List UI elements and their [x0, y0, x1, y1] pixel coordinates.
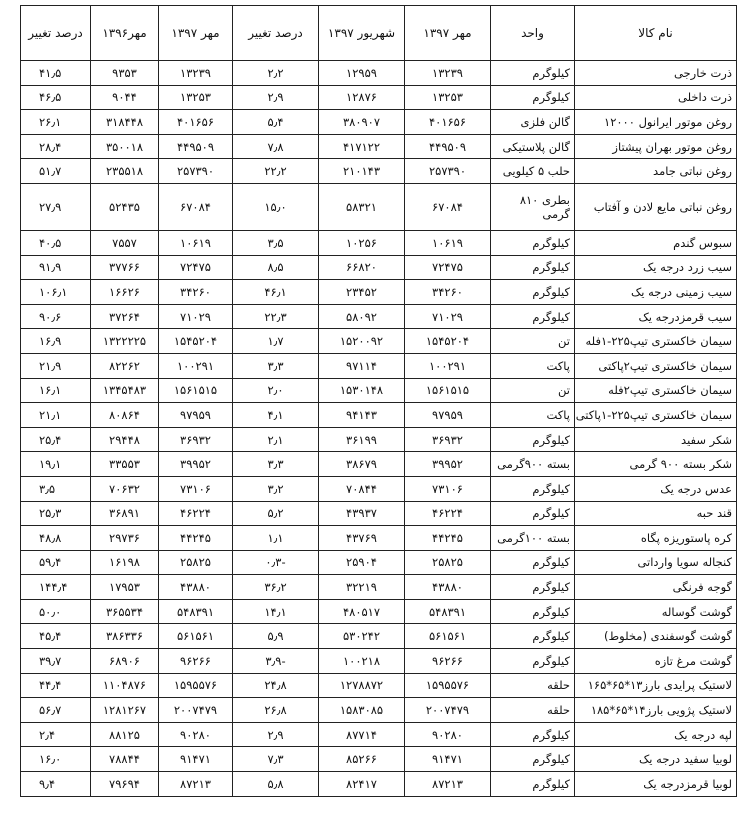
item-name-cell: روغن موتور بهران پیشتاز	[575, 134, 737, 159]
item-name-cell: سیب زرد درجه یک	[575, 255, 737, 280]
monthly-change-cell: ۲٫۰	[233, 378, 319, 403]
yearly-change-cell: ۱۶٫۱	[21, 378, 91, 403]
month-previous-cell: ۵۸۰۹۲	[319, 304, 405, 329]
item-name-cell: لاستیک پرایدی بارز۱۳*۶۵*۱۶۵	[575, 673, 737, 698]
table-row	[21, 329, 737, 354]
year-previous-cell: ۳۷۲۶۴	[91, 304, 159, 329]
year-previous-cell: ۳۵۰۰۱۸	[91, 134, 159, 159]
table-row	[21, 353, 737, 378]
month-previous-cell: ۱۲۸۷۶	[319, 85, 405, 110]
year-current-cell: ۳۹۹۵۲	[159, 452, 233, 477]
month-previous-cell: ۴۳۹۳۷	[319, 501, 405, 526]
month-current-cell: ۵۴۸۳۹۱	[405, 599, 491, 624]
monthly-change-cell: ۳۶٫۲	[233, 575, 319, 600]
table-row	[21, 110, 737, 135]
month-current-cell: ۴۴۹۵۰۹	[405, 134, 491, 159]
year-previous-cell: ۵۲۴۳۵	[91, 183, 159, 230]
table-row	[21, 159, 737, 184]
header-monthly-change: درصد تغییر	[233, 6, 319, 61]
header-row	[21, 6, 737, 61]
year-current-cell: ۹۷۹۵۹	[159, 403, 233, 428]
yearly-change-cell: ۱۶٫۰	[21, 747, 91, 772]
item-name-cell: روغن نباتی مایع لادن و آفتاب	[575, 183, 737, 230]
month-previous-cell: ۹۴۱۴۳	[319, 403, 405, 428]
table-row	[21, 255, 737, 280]
month-previous-cell: ۷۰۸۴۴	[319, 476, 405, 501]
month-previous-cell: ۳۸۰۹۰۷	[319, 110, 405, 135]
year-previous-cell: ۱۶۶۲۶	[91, 280, 159, 305]
monthly-change-cell: -۰٫۳	[233, 550, 319, 575]
table-row	[21, 230, 737, 255]
unit-cell: کیلوگرم	[491, 550, 575, 575]
unit-cell: گالن فلزی	[491, 110, 575, 135]
month-current-cell: ۵۶۱۵۶۱	[405, 624, 491, 649]
year-previous-cell: ۸۰۸۶۴	[91, 403, 159, 428]
header-month-previous: شهریور ۱۳۹۷	[319, 6, 405, 61]
header-year-current: مهر ۱۳۹۷	[159, 6, 233, 61]
month-previous-cell: ۲۱۰۱۴۳	[319, 159, 405, 184]
yearly-change-cell: ۵۹٫۴	[21, 550, 91, 575]
item-name-cell: کنجاله سویا وارداتی	[575, 550, 737, 575]
table-row	[21, 624, 737, 649]
year-previous-cell: ۷۵۵۷	[91, 230, 159, 255]
month-previous-cell: ۲۵۹۰۴	[319, 550, 405, 575]
table-row	[21, 772, 737, 797]
year-current-cell: ۵۶۱۵۶۱	[159, 624, 233, 649]
monthly-change-cell: ۲۴٫۸	[233, 673, 319, 698]
month-previous-cell: ۱۲۷۸۸۷۲	[319, 673, 405, 698]
month-previous-cell: ۵۸۳۲۱	[319, 183, 405, 230]
monthly-change-cell: ۳٫۵	[233, 230, 319, 255]
yearly-change-cell: ۳٫۵	[21, 476, 91, 501]
yearly-change-cell: ۱۶٫۹	[21, 329, 91, 354]
yearly-change-cell: ۱۹٫۱	[21, 452, 91, 477]
table-row	[21, 183, 737, 230]
monthly-change-cell: ۱٫۱	[233, 526, 319, 551]
month-previous-cell: ۱۰۰۲۱۸	[319, 649, 405, 674]
item-name-cell: سیمان خاکستری تیپ۲فله	[575, 378, 737, 403]
table-row	[21, 304, 737, 329]
yearly-change-cell: ۵۱٫۷	[21, 159, 91, 184]
month-current-cell: ۷۳۱۰۶	[405, 476, 491, 501]
table-row	[21, 134, 737, 159]
unit-cell: کیلوگرم	[491, 85, 575, 110]
monthly-change-cell: ۱۴٫۱	[233, 599, 319, 624]
monthly-change-cell: ۸٫۵	[233, 255, 319, 280]
header-yearly-change: درصد تغییر	[21, 6, 91, 61]
item-name-cell: روغن نباتی جامد	[575, 159, 737, 184]
month-previous-cell: ۸۷۷۱۴	[319, 722, 405, 747]
year-current-cell: ۲۵۷۳۹۰	[159, 159, 233, 184]
year-previous-cell: ۸۸۱۲۵	[91, 722, 159, 747]
unit-cell: کیلوگرم	[491, 722, 575, 747]
month-previous-cell: ۲۳۴۵۲	[319, 280, 405, 305]
yearly-change-cell: ۲۷٫۹	[21, 183, 91, 230]
year-current-cell: ۹۱۴۷۱	[159, 747, 233, 772]
year-current-cell: ۴۴۹۵۰۹	[159, 134, 233, 159]
item-name-cell: شکر سفید	[575, 427, 737, 452]
monthly-change-cell: ۲٫۲	[233, 61, 319, 86]
year-previous-cell: ۷۹۶۹۴	[91, 772, 159, 797]
year-previous-cell: ۳۸۶۳۳۶	[91, 624, 159, 649]
year-current-cell: ۱۵۹۵۵۷۶	[159, 673, 233, 698]
table-row	[21, 501, 737, 526]
unit-cell: تن	[491, 378, 575, 403]
unit-cell: کیلوگرم	[491, 427, 575, 452]
yearly-change-cell: ۲۸٫۴	[21, 134, 91, 159]
year-previous-cell: ۷۰۶۳۲	[91, 476, 159, 501]
yearly-change-cell: ۹۱٫۹	[21, 255, 91, 280]
item-name-cell: شکر بسته ۹۰۰ گرمی	[575, 452, 737, 477]
item-name-cell: سیمان خاکستری تیپ۲۲۵-۱پاکتی	[575, 403, 737, 428]
monthly-change-cell: ۳٫۳	[233, 452, 319, 477]
year-current-cell: ۲۰۰۷۴۷۹	[159, 698, 233, 723]
monthly-change-cell: ۲۶٫۸	[233, 698, 319, 723]
monthly-change-cell: ۵٫۴	[233, 110, 319, 135]
table-row	[21, 575, 737, 600]
year-previous-cell: ۲۹۴۴۸	[91, 427, 159, 452]
unit-cell: کیلوگرم	[491, 649, 575, 674]
month-current-cell: ۴۰۱۶۵۶	[405, 110, 491, 135]
month-current-cell: ۹۱۴۷۱	[405, 747, 491, 772]
item-name-cell: لوبیا قرمزدرجه یک	[575, 772, 737, 797]
table-row	[21, 476, 737, 501]
year-current-cell: ۷۱۰۲۹	[159, 304, 233, 329]
item-name-cell: لوبیا سفید درجه یک	[575, 747, 737, 772]
yearly-change-cell: ۴۸٫۸	[21, 526, 91, 551]
yearly-change-cell: ۴۰٫۵	[21, 230, 91, 255]
month-current-cell: ۲۵۸۲۵	[405, 550, 491, 575]
month-current-cell: ۱۵۹۵۵۷۶	[405, 673, 491, 698]
year-previous-cell: ۱۲۸۱۲۶۷	[91, 698, 159, 723]
unit-cell: کیلوگرم	[491, 61, 575, 86]
month-current-cell: ۴۳۸۸۰	[405, 575, 491, 600]
yearly-change-cell: ۲۱٫۱	[21, 403, 91, 428]
month-previous-cell: ۴۸۰۵۱۷	[319, 599, 405, 624]
monthly-change-cell: ۵٫۹	[233, 624, 319, 649]
monthly-change-cell: ۵٫۸	[233, 772, 319, 797]
item-name-cell: لپه درجه یک	[575, 722, 737, 747]
year-current-cell: ۱۳۲۳۹	[159, 61, 233, 86]
year-previous-cell: ۱۷۹۵۳	[91, 575, 159, 600]
monthly-change-cell: ۴٫۱	[233, 403, 319, 428]
monthly-change-cell: ۲٫۹	[233, 85, 319, 110]
item-name-cell: روغن موتور ایرانول ۱۲۰۰۰	[575, 110, 737, 135]
unit-cell: کیلوگرم	[491, 747, 575, 772]
month-previous-cell: ۱۵۲۰۰۹۲	[319, 329, 405, 354]
yearly-change-cell: ۹۰٫۶	[21, 304, 91, 329]
table-row	[21, 649, 737, 674]
yearly-change-cell: ۵۰٫۰	[21, 599, 91, 624]
unit-cell: کیلوگرم	[491, 255, 575, 280]
yearly-change-cell: ۴۱٫۵	[21, 61, 91, 86]
month-current-cell: ۳۹۹۵۲	[405, 452, 491, 477]
month-current-cell: ۹۰۲۸۰	[405, 722, 491, 747]
month-current-cell: ۹۶۲۶۶	[405, 649, 491, 674]
table-row	[21, 673, 737, 698]
unit-cell: کیلوگرم	[491, 624, 575, 649]
yearly-change-cell: ۴۵٫۴	[21, 624, 91, 649]
month-current-cell: ۲۵۷۳۹۰	[405, 159, 491, 184]
month-current-cell: ۱۳۲۳۹	[405, 61, 491, 86]
table-row	[21, 698, 737, 723]
month-previous-cell: ۹۷۱۱۴	[319, 353, 405, 378]
month-current-cell: ۶۷۰۸۴	[405, 183, 491, 230]
month-previous-cell: ۳۸۶۷۹	[319, 452, 405, 477]
monthly-change-cell: ۲٫۹	[233, 722, 319, 747]
item-name-cell: گوشت مرغ تازه	[575, 649, 737, 674]
item-name-cell: سیب زمینی درجه یک	[575, 280, 737, 305]
unit-cell: بطری ۸۱۰ گرمی	[491, 183, 575, 230]
yearly-change-cell: ۴۶٫۵	[21, 85, 91, 110]
unit-cell: تن	[491, 329, 575, 354]
header-month-current: مهر ۱۳۹۷	[405, 6, 491, 61]
item-name-cell: سبوس گندم	[575, 230, 737, 255]
year-current-cell: ۴۶۲۲۴	[159, 501, 233, 526]
year-previous-cell: ۸۲۲۶۲	[91, 353, 159, 378]
year-previous-cell: ۳۱۸۴۴۸	[91, 110, 159, 135]
year-current-cell: ۷۳۱۰۶	[159, 476, 233, 501]
yearly-change-cell: ۲۵٫۴	[21, 427, 91, 452]
item-name-cell: سیمان خاکستری تیپ۲پاکتی	[575, 353, 737, 378]
month-current-cell: ۳۶۹۳۲	[405, 427, 491, 452]
month-current-cell: ۷۲۴۷۵	[405, 255, 491, 280]
monthly-change-cell: ۳٫۲	[233, 476, 319, 501]
year-current-cell: ۸۷۲۱۳	[159, 772, 233, 797]
price-table	[20, 5, 737, 797]
year-previous-cell: ۲۹۷۳۶	[91, 526, 159, 551]
month-previous-cell: ۴۱۷۱۲۲	[319, 134, 405, 159]
year-previous-cell: ۳۶۵۵۳۴	[91, 599, 159, 624]
year-previous-cell: ۶۸۹۰۶	[91, 649, 159, 674]
unit-cell: کیلوگرم	[491, 772, 575, 797]
unit-cell: کیلوگرم	[491, 230, 575, 255]
unit-cell: حلب ۵ کیلویی	[491, 159, 575, 184]
month-current-cell: ۱۰۶۱۹	[405, 230, 491, 255]
month-previous-cell: ۱۲۹۵۹	[319, 61, 405, 86]
month-previous-cell: ۱۵۳۰۱۴۸	[319, 378, 405, 403]
year-previous-cell: ۳۶۸۹۱	[91, 501, 159, 526]
table-row	[21, 722, 737, 747]
year-previous-cell: ۲۳۵۵۱۸	[91, 159, 159, 184]
month-current-cell: ۴۶۲۲۴	[405, 501, 491, 526]
monthly-change-cell: -۳٫۹	[233, 649, 319, 674]
header-item-name: نام کالا	[575, 6, 737, 61]
month-previous-cell: ۳۶۱۹۹	[319, 427, 405, 452]
unit-cell: کیلوگرم	[491, 575, 575, 600]
month-current-cell: ۷۱۰۲۹	[405, 304, 491, 329]
table-row	[21, 452, 737, 477]
monthly-change-cell: ۷٫۳	[233, 747, 319, 772]
month-current-cell: ۱۳۲۵۳	[405, 85, 491, 110]
month-current-cell: ۱۵۶۱۵۱۵	[405, 378, 491, 403]
year-previous-cell: ۷۸۸۴۴	[91, 747, 159, 772]
yearly-change-cell: ۲۵٫۳	[21, 501, 91, 526]
month-current-cell: ۱۰۰۲۹۱	[405, 353, 491, 378]
year-previous-cell: ۱۶۱۹۸	[91, 550, 159, 575]
unit-cell: کیلوگرم	[491, 476, 575, 501]
year-current-cell: ۹۰۲۸۰	[159, 722, 233, 747]
unit-cell: کیلوگرم	[491, 280, 575, 305]
year-previous-cell: ۹۳۵۳	[91, 61, 159, 86]
monthly-change-cell: ۱۵٫۰	[233, 183, 319, 230]
month-previous-cell: ۸۲۴۱۷	[319, 772, 405, 797]
month-current-cell: ۲۰۰۷۴۷۹	[405, 698, 491, 723]
month-previous-cell: ۱۵۸۳۰۸۵	[319, 698, 405, 723]
item-name-cell: سیمان خاکستری تیپ۲۲۵-۱فله	[575, 329, 737, 354]
year-current-cell: ۱۰۶۱۹	[159, 230, 233, 255]
year-current-cell: ۴۳۸۸۰	[159, 575, 233, 600]
monthly-change-cell: ۲۲٫۳	[233, 304, 319, 329]
year-previous-cell: ۱۱۰۴۸۷۶	[91, 673, 159, 698]
year-current-cell: ۱۰۰۲۹۱	[159, 353, 233, 378]
unit-cell: بسته ۹۰۰گرمی	[491, 452, 575, 477]
yearly-change-cell: ۲٫۴	[21, 722, 91, 747]
month-previous-cell: ۳۲۲۱۹	[319, 575, 405, 600]
month-current-cell: ۱۵۴۵۲۰۴	[405, 329, 491, 354]
item-name-cell: گوشت گوساله	[575, 599, 737, 624]
year-current-cell: ۴۴۲۴۵	[159, 526, 233, 551]
item-name-cell: لاستیک پژویی بارز۱۴*۶۵*۱۸۵	[575, 698, 737, 723]
year-current-cell: ۴۰۱۶۵۶	[159, 110, 233, 135]
month-current-cell: ۸۷۲۱۳	[405, 772, 491, 797]
year-previous-cell: ۱۳۲۲۲۲۵	[91, 329, 159, 354]
unit-cell: گالن پلاستیکی	[491, 134, 575, 159]
month-previous-cell: ۸۵۲۶۶	[319, 747, 405, 772]
table-body	[21, 61, 737, 797]
year-previous-cell: ۳۷۷۶۶	[91, 255, 159, 280]
yearly-change-cell: ۳۹٫۷	[21, 649, 91, 674]
month-current-cell: ۳۴۲۶۰	[405, 280, 491, 305]
table-row	[21, 85, 737, 110]
month-previous-cell: ۴۳۷۶۹	[319, 526, 405, 551]
item-name-cell: گوجه فرنگی	[575, 575, 737, 600]
table-row	[21, 550, 737, 575]
monthly-change-cell: ۲۲٫۲	[233, 159, 319, 184]
month-previous-cell: ۶۶۸۲۰	[319, 255, 405, 280]
unit-cell: کیلوگرم	[491, 304, 575, 329]
year-current-cell: ۷۲۴۷۵	[159, 255, 233, 280]
monthly-change-cell: ۷٫۸	[233, 134, 319, 159]
table-row	[21, 61, 737, 86]
yearly-change-cell: ۲۱٫۹	[21, 353, 91, 378]
table-row	[21, 427, 737, 452]
unit-cell: حلقه	[491, 673, 575, 698]
monthly-change-cell: ۳٫۳	[233, 353, 319, 378]
table-row	[21, 378, 737, 403]
yearly-change-cell: ۱۰۶٫۱	[21, 280, 91, 305]
yearly-change-cell: ۴۴٫۴	[21, 673, 91, 698]
item-name-cell: عدس درجه یک	[575, 476, 737, 501]
year-current-cell: ۹۶۲۶۶	[159, 649, 233, 674]
table-row	[21, 280, 737, 305]
year-current-cell: ۵۴۸۳۹۱	[159, 599, 233, 624]
item-name-cell: سیب قرمزدرجه یک	[575, 304, 737, 329]
yearly-change-cell: ۱۴۴٫۴	[21, 575, 91, 600]
table-row	[21, 747, 737, 772]
yearly-change-cell: ۲۶٫۱	[21, 110, 91, 135]
year-previous-cell: ۳۳۵۵۳	[91, 452, 159, 477]
monthly-change-cell: ۱٫۷	[233, 329, 319, 354]
year-current-cell: ۳۶۹۳۲	[159, 427, 233, 452]
year-current-cell: ۲۵۸۲۵	[159, 550, 233, 575]
yearly-change-cell: ۹٫۴	[21, 772, 91, 797]
header-unit: واحد	[491, 6, 575, 61]
year-current-cell: ۱۵۶۱۵۱۵	[159, 378, 233, 403]
unit-cell: پاکت	[491, 403, 575, 428]
item-name-cell: ذرت داخلی	[575, 85, 737, 110]
price-table-sheet	[20, 5, 736, 821]
month-previous-cell: ۵۳۰۲۴۲	[319, 624, 405, 649]
table-row	[21, 526, 737, 551]
monthly-change-cell: ۲٫۱	[233, 427, 319, 452]
monthly-change-cell: ۵٫۲	[233, 501, 319, 526]
table-row	[21, 403, 737, 428]
table-row	[21, 599, 737, 624]
year-previous-cell: ۱۳۴۵۴۸۳	[91, 378, 159, 403]
month-previous-cell: ۱۰۲۵۶	[319, 230, 405, 255]
year-current-cell: ۳۴۲۶۰	[159, 280, 233, 305]
unit-cell: کیلوگرم	[491, 501, 575, 526]
header-year-previous: مهر۱۳۹۶	[91, 6, 159, 61]
item-name-cell: کره پاستوریزه پگاه	[575, 526, 737, 551]
year-previous-cell: ۹۰۴۴	[91, 85, 159, 110]
yearly-change-cell: ۵۶٫۷	[21, 698, 91, 723]
unit-cell: بسته ۱۰۰گرمی	[491, 526, 575, 551]
item-name-cell: گوشت گوسفندی (مخلوط)	[575, 624, 737, 649]
month-current-cell: ۹۷۹۵۹	[405, 403, 491, 428]
item-name-cell: قند حبه	[575, 501, 737, 526]
month-current-cell: ۴۴۲۴۵	[405, 526, 491, 551]
item-name-cell: ذرت خارجی	[575, 61, 737, 86]
year-current-cell: ۶۷۰۸۴	[159, 183, 233, 230]
unit-cell: کیلوگرم	[491, 599, 575, 624]
year-current-cell: ۱۵۴۵۲۰۴	[159, 329, 233, 354]
unit-cell: پاکت	[491, 353, 575, 378]
unit-cell: حلقه	[491, 698, 575, 723]
year-current-cell: ۱۳۲۵۳	[159, 85, 233, 110]
monthly-change-cell: ۴۶٫۱	[233, 280, 319, 305]
